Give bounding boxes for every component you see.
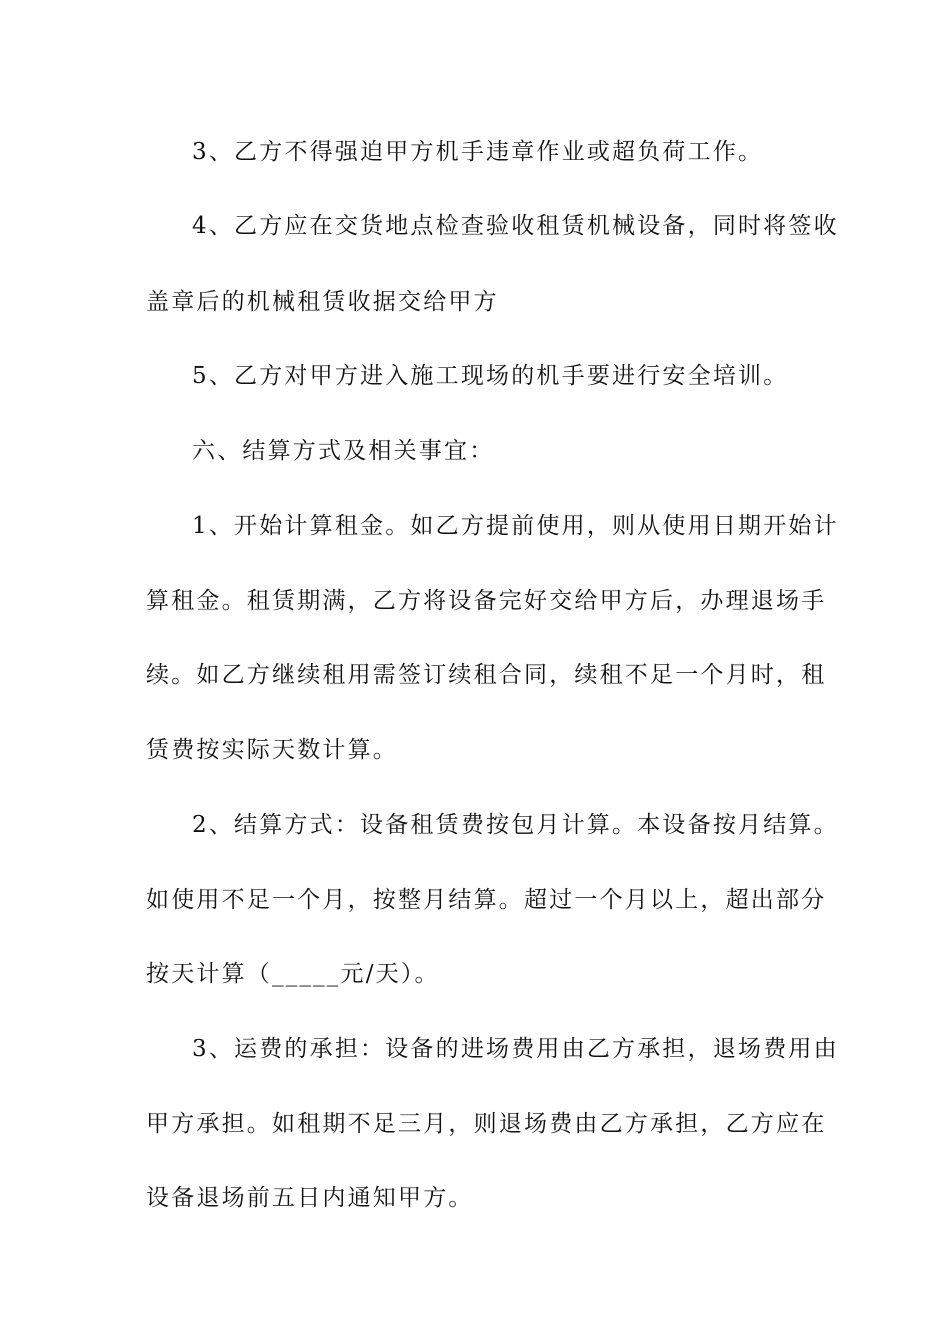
settlement-item-1-line-2: 算租金。租赁期满，乙方将设备完好交给甲方后，办理退场手 — [146, 588, 827, 614]
clause-4-text-line-1: 4、乙方应在交货地点检查验收租赁机械设备，同时将签收 — [192, 213, 839, 239]
clause-5-text: 5、乙方对甲方进入施工现场的机手要进行安全培训。 — [192, 363, 789, 389]
settlement-item-2-line-3: 按天计算（_____元/天）。 — [146, 961, 440, 987]
settlement-item-1-line-1: 1、开始计算租金。如乙方提前使用，则从使用日期开始计 — [192, 513, 839, 539]
settlement-item-1-line-4: 赁费按实际天数计算。 — [146, 737, 398, 763]
settlement-item-2-line-1: 2、结算方式：设备租赁费按包月计算。本设备按月结算。 — [192, 812, 839, 838]
settlement-item-3-line-1: 3、运费的承担：设备的进场费用由乙方承担，退场费用由 — [192, 1036, 839, 1062]
section-6-heading: 六、结算方式及相关事宜： — [192, 438, 495, 464]
clause-4-text-line-2: 盖章后的机械租赁收据交给甲方 — [146, 289, 499, 315]
settlement-item-3-line-3: 设备退场前五日内通知甲方。 — [146, 1185, 474, 1211]
settlement-item-2-line-2: 如使用不足一个月，按整月结算。超过一个月以上，超出部分 — [146, 887, 827, 913]
settlement-item-1-line-3: 续。如乙方继续租用需签订续租合同，续租不足一个月时，租 — [146, 662, 827, 688]
clause-3-text: 3、乙方不得强迫甲方机手违章作业或超负荷工作。 — [192, 139, 764, 165]
settlement-item-3-line-2: 甲方承担。如租期不足三月，则退场费由乙方承担，乙方应在 — [146, 1111, 827, 1137]
